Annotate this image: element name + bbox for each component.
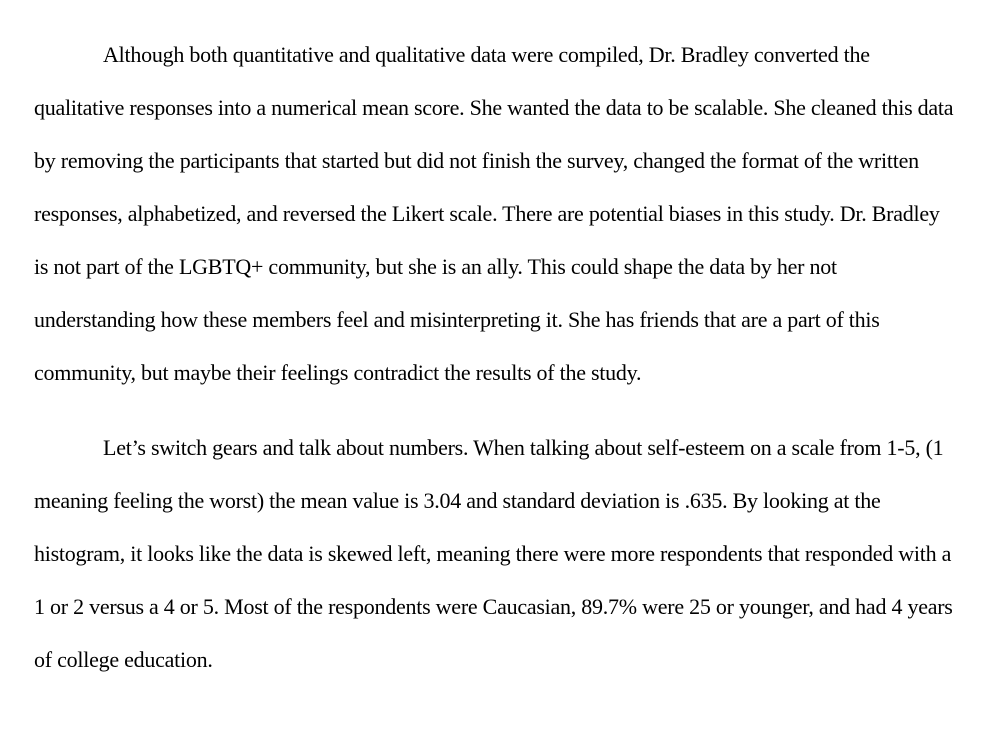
paragraph-statistics: Let’s switch gears and talk about numbers. When talking about self-esteem on a scale from 1-5, (1 meaning feeling the worst) the mean value is 3.04 and standard deviation is .635. By looking at the histogram, it looks like the data is skewed left, meaning there were more respondents that responded with a 1 or 2 versus a 4 or 5. Most of the respondents were Caucasian, 89.7% were 25 or younger, and had 4 years of college education. — [34, 435, 953, 672]
paragraph-data-cleaning: Although both quantitative and qualitative data were compiled, Dr. Bradley converted the qualitative responses into a numerical mean score. She wanted the data to be scalable. She cleaned this data by removing the participants that started but did not finish the survey, changed the format of the written responses, alphabetized, and reversed the Likert scale. There are potential biases in this study. Dr. Bradley is not part of the LGBTQ+ community, but she is an ally. This could shape the data by her not understanding how these members feel and misinterpreting it. She has friends that are a part of this community, but maybe their feelings contradict the results of the study. — [34, 42, 954, 385]
document-body — [34, 28, 954, 686]
